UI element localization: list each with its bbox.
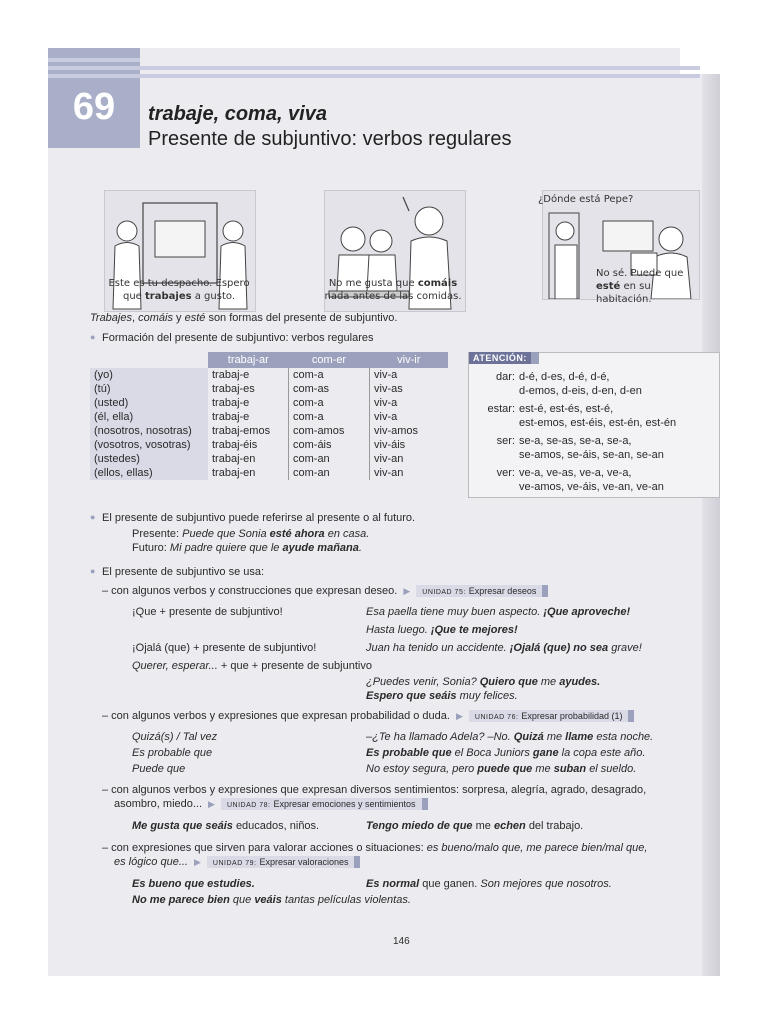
unit-reference[interactable]: UNIDAD 78: Expresar emociones y sentimientos <box>221 798 428 810</box>
attention-verb: estar: <box>487 403 515 415</box>
unit-title: trabaje, coma, viva <box>148 103 327 125</box>
wish-rule-3: Querer, esperar... + que + presente de subjuntivo <box>132 660 372 672</box>
probability-example-3: No estoy segura, pero puede que me suban el sueldo. <box>366 763 637 775</box>
caption-kitchen: No me gusta que comáis nada antes de las comidas. <box>324 278 462 302</box>
col-er: com-er <box>289 352 370 368</box>
probability-example-2: Es probable que el Boca Juniors gane la copa este año. <box>366 747 646 759</box>
unit-number-block <box>48 48 140 148</box>
wish-example-2: Hasta luego. ¡Que te mejores! <box>366 624 518 636</box>
probability-example-1: –¿Te ha llamado Adela? –No. Quizá me llame esta noche. <box>366 731 654 743</box>
valuation-example-2: Es normal que ganen. Son mejores que nosotros. <box>366 878 612 890</box>
page-number: 146 <box>393 936 410 947</box>
caption-office: Este es tu despacho. Espero que trabajes a gusto. <box>108 278 250 302</box>
question-bubble: ¿Dónde está Pepe? <box>538 194 634 205</box>
probability-rule-2: Es probable que <box>132 747 213 759</box>
table-row: (ustedes) trabaj-en com-an viv-an <box>90 452 448 466</box>
unit-reference[interactable]: UNIDAD 75: Expresar deseos <box>416 585 548 597</box>
unit-subtitle: Presente de subjuntivo: verbos regulares <box>148 128 512 150</box>
table-row: (tú) trabaj-es com-as viv-as <box>90 382 448 396</box>
probability-rule-1: Quizá(s) / Tal vez <box>132 731 218 743</box>
attention-box <box>468 352 720 498</box>
future-example: Futuro: Mi padre quiere que le ayude mañana. <box>132 542 362 554</box>
probability-rule-3: Puede que <box>132 763 186 775</box>
wish-example-5: Espero que seáis muy felices. <box>366 690 518 702</box>
wish-example-3: Juan ha tenido un accidente. ¡Ojalá (que) no sea grave! <box>366 642 642 654</box>
feelings-example-2: Tengo miedo de que me echen del trabajo. <box>366 820 584 832</box>
valuation-line-1: – con expresiones que sirven para valorar acciones o situaciones: es bueno/malo que, me parece bien/mal que, <box>102 842 648 854</box>
attention-forms: ve-amos, ve-áis, ve-an, ve-an <box>519 481 664 493</box>
col-ar: trabaj-ar <box>208 352 289 368</box>
table-row: (vosotros, vosotras) trabaj-éis com-áis viv-áis <box>90 438 448 452</box>
unit-reference[interactable]: UNIDAD 79: Expresar valoraciones <box>207 856 361 868</box>
title-band-2 <box>140 74 700 78</box>
probability-line: – con algunos verbos y expresiones que expresan probabilidad o duda. ▶ UNIDAD 76: Expresar probabilidad (1) <box>102 710 634 722</box>
formation-heading: ● Formación del presente de subjuntivo: verbos regulares <box>102 332 373 344</box>
attention-verb: ver: <box>496 467 515 479</box>
table-row: (él, ella) trabaj-e com-a viv-a <box>90 410 448 424</box>
table-row: (nosotros, nosotras) trabaj-emos com-amos viv-amos <box>90 424 448 438</box>
unit-reference[interactable]: UNIDAD 76: Expresar probabilidad (1) <box>469 710 635 722</box>
valuation-example-3: No me parece bien que veáis tantas películas violentas. <box>132 894 411 906</box>
intro-sentence: Trabajes, comáis y esté son formas del presente de subjuntivo. <box>90 312 398 324</box>
attention-forms: d-é, d-es, d-é, d-é, <box>519 371 610 383</box>
usage-heading: ● El presente de subjuntivo se usa: <box>102 566 264 578</box>
attention-verb: dar: <box>496 371 515 383</box>
attention-forms: se-a, se-as, se-a, se-a, <box>519 435 632 447</box>
wish-example-1: Esa paella tiene muy buen aspecto. ¡Que aproveche! <box>366 606 631 618</box>
feelings-line-2: asombro, miedo... ▶ UNIDAD 78: Expresar emociones y sentimientos <box>114 798 428 810</box>
table-row: (yo) trabaj-e com-a viv-a <box>90 368 448 382</box>
wish-rule-2: ¡Ojalá (que) + presente de subjuntivo! <box>132 642 317 654</box>
feelings-example-1: Me gusta que seáis educados, niños. <box>132 820 320 832</box>
valuation-line-2: es lógico que... ▶ UNIDAD 79: Expresar valoraciones <box>114 856 360 868</box>
attention-verb: ser: <box>496 435 515 447</box>
title-band <box>140 66 700 70</box>
textbook-page <box>48 48 720 976</box>
attention-forms: se-amos, se-áis, se-an, se-an <box>519 449 664 461</box>
unit-number: 69 <box>72 86 116 128</box>
attention-forms: est-emos, est-éis, est-én, est-én <box>519 417 677 429</box>
attention-forms: est-é, est-és, est-é, <box>519 403 614 415</box>
wish-line: – con algunos verbos y construcciones que expresan deseo. ▶ UNIDAD 75: Expresar deseos <box>102 585 548 597</box>
wish-example-4: ¿Puedes venir, Sonia? Quiero que me ayudes. <box>366 676 601 688</box>
caption-house: No sé. Puede que esté en su habitación. <box>596 268 684 305</box>
present-example: Presente: Puede que Sonia esté ahora en casa. <box>132 528 370 540</box>
feelings-line-1: – con algunos verbos y expresiones que expresan diversos sentimientos: sorpresa, alegría, agrado, desagrado, <box>102 784 647 796</box>
table-row: (ellos, ellas) trabaj-en com-an viv-an <box>90 466 448 480</box>
attention-forms: ve-a, ve-as, ve-a, ve-a, <box>519 467 632 479</box>
table-row: (usted) trabaj-e com-a viv-a <box>90 396 448 410</box>
attention-label: ATENCIÓN: <box>469 352 531 364</box>
page-corner <box>680 48 720 74</box>
time-heading: ● El presente de subjuntivo puede referirse al presente o al futuro. <box>102 512 415 524</box>
conjugation-table <box>90 352 448 480</box>
col-ir: viv-ir <box>370 352 449 368</box>
valuation-example-1: Es bueno que estudies. <box>132 878 255 890</box>
wish-rule-1: ¡Que + presente de subjuntivo! <box>132 606 283 618</box>
page-spine <box>702 48 720 976</box>
attention-forms: d-emos, d-eis, d-en, d-en <box>519 385 642 397</box>
